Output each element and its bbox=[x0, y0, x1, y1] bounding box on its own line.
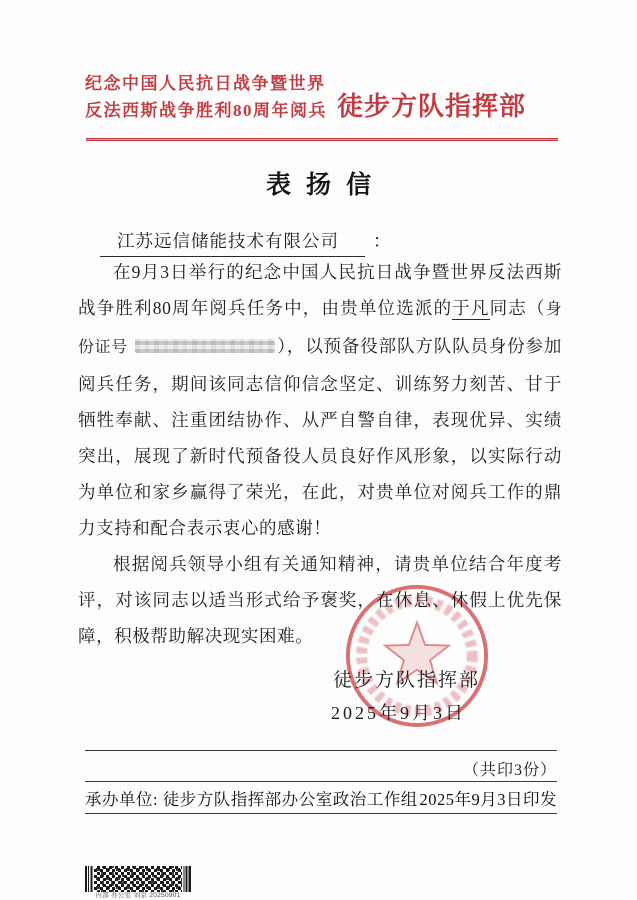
copies-note: （共印3份） bbox=[462, 762, 557, 779]
p1-id-label: 身份证号 bbox=[78, 301, 562, 356]
p1-text-after-id: ），以预备役部队方队队员身份参加阅兵任务，期间该同志信仰信念坚定、训练努力刻苦、甘于牺牲奉献、注重团结协作、从严自警自律，表现优异、实绩突出，展现了新时代预备役人员良好作风形象，以实际行动为单位和家乡赢得了荣光，在此，对贵单位对阅兵工作的鼎力支持和配合表示衷心的感谢！ bbox=[78, 336, 563, 538]
signature-unit: 徒步方队指挥部 bbox=[333, 670, 481, 691]
document-title: 表扬信 bbox=[265, 172, 386, 199]
addressee-line bbox=[78, 228, 391, 257]
addressee-colon: ： bbox=[373, 231, 391, 251]
footer-imprint-row bbox=[85, 786, 557, 810]
addressee-company-name: 江苏远信储能技术有限公司 bbox=[100, 228, 365, 257]
footer-organizer: 承办单位: 徒步方队指挥部办公室政治工作组 bbox=[85, 790, 418, 809]
letterhead-divider-rule bbox=[86, 138, 558, 141]
footer-rule-middle bbox=[85, 781, 557, 782]
letterhead-unit-name: 徒步方队指挥部 bbox=[337, 92, 527, 121]
redacted-id-number bbox=[135, 339, 275, 353]
letterhead bbox=[85, 70, 557, 124]
paragraph-2: 根据阅兵领导小组有关通知精神，请贵单位结合年度考评，对该同志以适当形式给予褒奖，在休息、休假上优先保障，积极帮助解决现实困难。 bbox=[78, 554, 562, 646]
paragraph-1 bbox=[78, 254, 562, 546]
p1-text-after-name: 同志（ bbox=[489, 298, 546, 318]
footer-rule-top bbox=[85, 750, 557, 751]
barcode bbox=[85, 866, 191, 892]
letterhead-event-name bbox=[85, 70, 327, 124]
p1-honoree-name: 于凡 bbox=[452, 298, 490, 318]
footer-rule-bottom bbox=[85, 813, 557, 814]
letterhead-line2: 反法西斯战争胜利80周年阅兵 bbox=[85, 101, 327, 120]
p1-text-before-name: 在9月3日举行的纪念中国人民抗日战争暨世界反法西斯战争胜利80周年阅兵任务中，由贵单位选派的 bbox=[78, 262, 562, 318]
signature-date: 2025年9月3日 bbox=[331, 703, 466, 723]
barcode-caption: 内部 办公室 刘京 20250901 bbox=[95, 892, 181, 899]
footer-print-date: 2025年9月3日印发 bbox=[419, 790, 557, 809]
letterhead-line1: 纪念中国人民抗日战争暨世界 bbox=[85, 74, 326, 93]
